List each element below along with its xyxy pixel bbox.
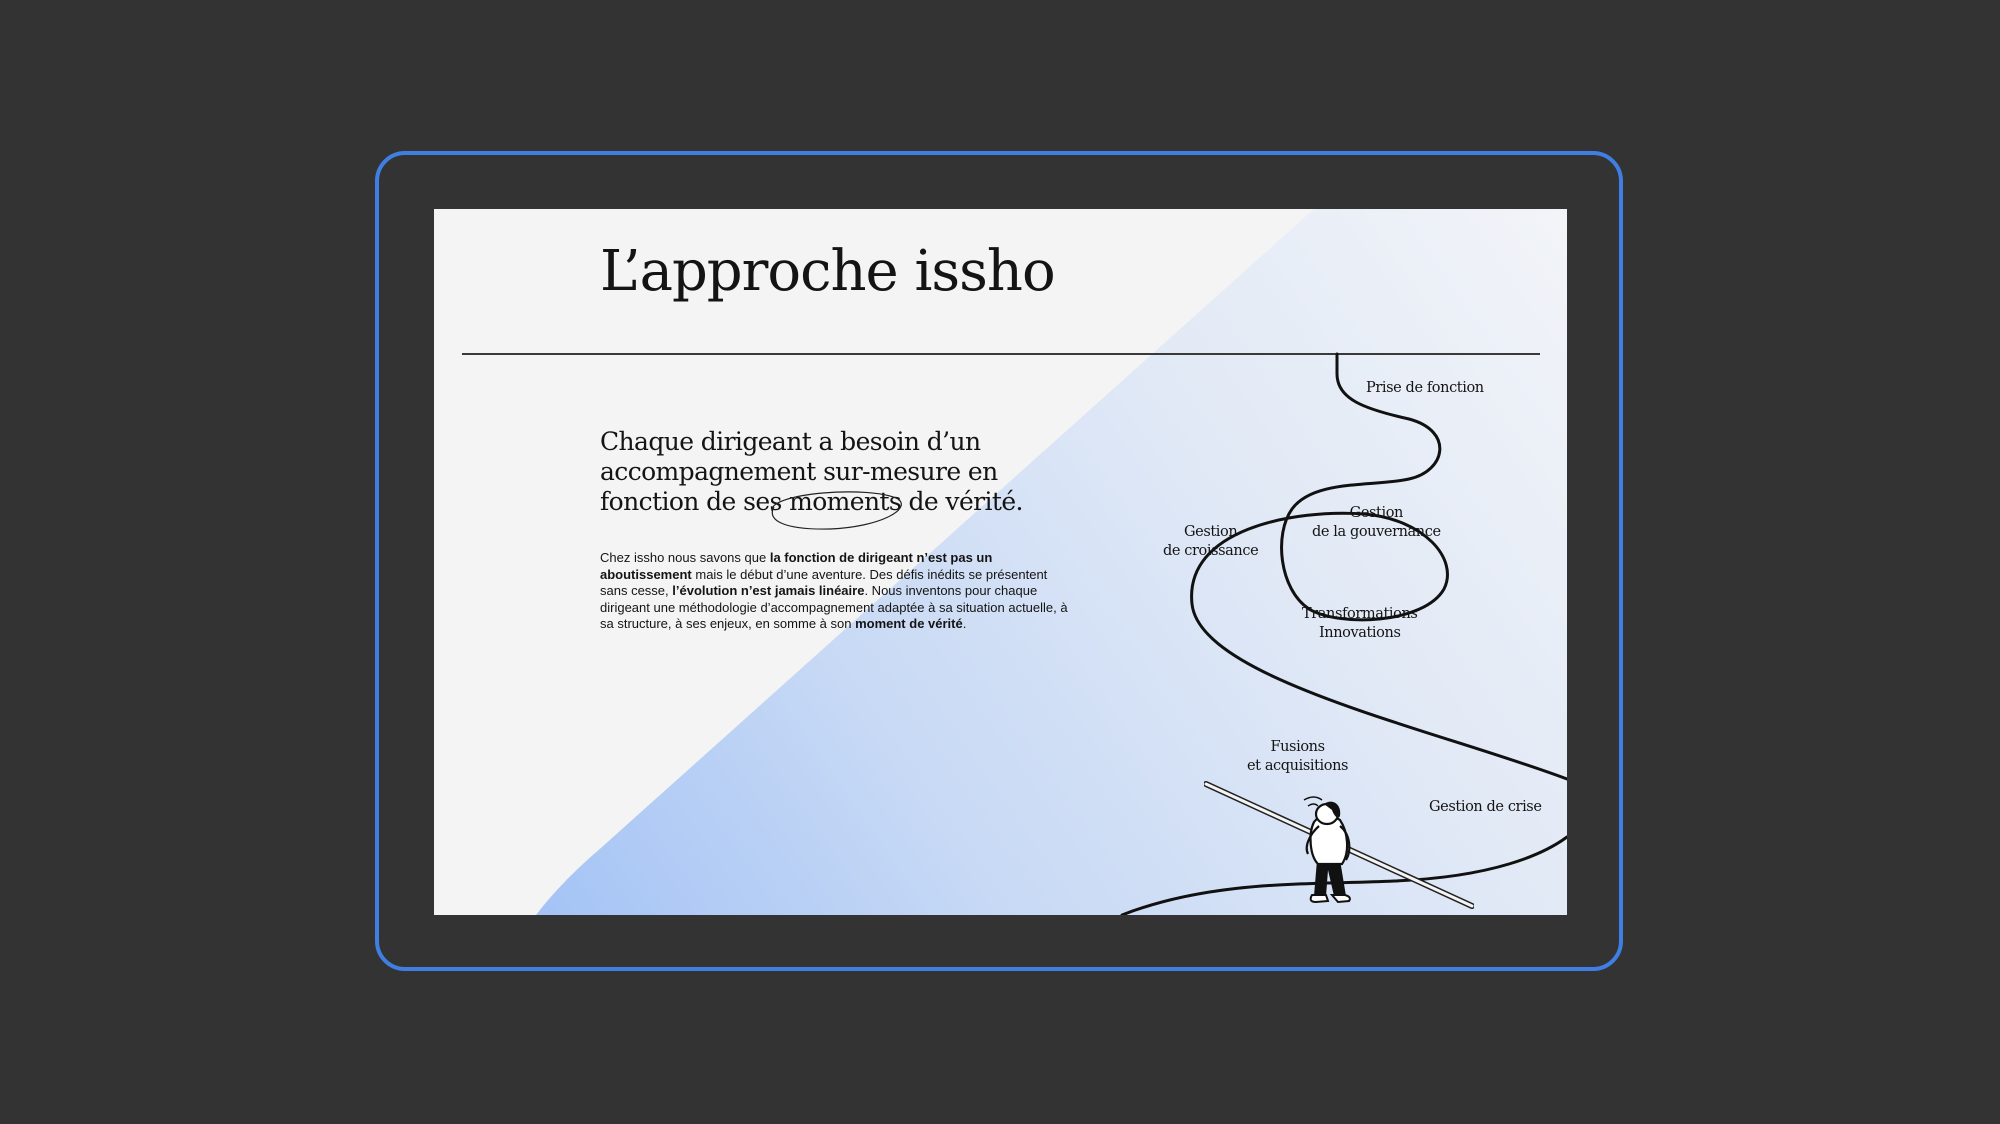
label-transformations-line-1: Transformations xyxy=(1302,606,1418,622)
tagline-line-1: Chaque dirigeant a besoin d’un xyxy=(600,427,981,456)
label-gouvernance-line-2: de la gouvernance xyxy=(1312,524,1441,540)
body-text-2: mais le début d’une aventure. Des défis inédits se présentent sans cesse, xyxy=(600,566,1048,599)
tagline-line-3: fonction de ses moments de vérité. xyxy=(600,487,1023,516)
slide-title: L’approche issho xyxy=(600,239,1055,304)
body-text-4: . xyxy=(962,616,967,632)
label-prise-de-fonction: Prise de fonction xyxy=(1366,380,1484,396)
body-bold-2: l’évolution n’est jamais linéaire xyxy=(672,583,865,599)
tightrope-walker-icon xyxy=(1204,764,1474,914)
label-gestion-de-crise: Gestion de crise xyxy=(1429,799,1542,815)
label-transformations-innovations xyxy=(1302,605,1417,643)
tagline-line-2: accompagnement sur-mesure en xyxy=(600,457,998,486)
label-fusions-line-2: et acquisitions xyxy=(1247,758,1349,774)
winding-career-path xyxy=(1192,354,1567,779)
body-text-1: Chez issho nous savons que xyxy=(600,550,770,565)
label-croissance-line-2: de croissance xyxy=(1163,543,1259,559)
body-bold-1: la fonction de dirigeant n’est pas un aboutissement xyxy=(600,550,993,582)
body-bold-3: moment de vérité xyxy=(855,616,963,632)
presentation-slide[interactable] xyxy=(434,209,1567,915)
body-text-3: . Nous inventons pour chaque dirigeant une méthodologie d’accompagnement adaptée à sa situation actuelle, à sa structure, à ses enjeux, en somme à son xyxy=(600,583,1068,632)
label-gouvernance-line-1: Gestion xyxy=(1349,505,1403,521)
label-croissance-line-1: Gestion xyxy=(1183,524,1238,540)
label-fusions-acquisitions xyxy=(1247,738,1348,776)
label-fusions-line-1: Fusions xyxy=(1270,739,1325,755)
label-gestion-gouvernance xyxy=(1312,504,1441,542)
label-transformations-line-2: Innovations xyxy=(1318,625,1401,641)
label-gestion-croissance xyxy=(1163,523,1258,561)
